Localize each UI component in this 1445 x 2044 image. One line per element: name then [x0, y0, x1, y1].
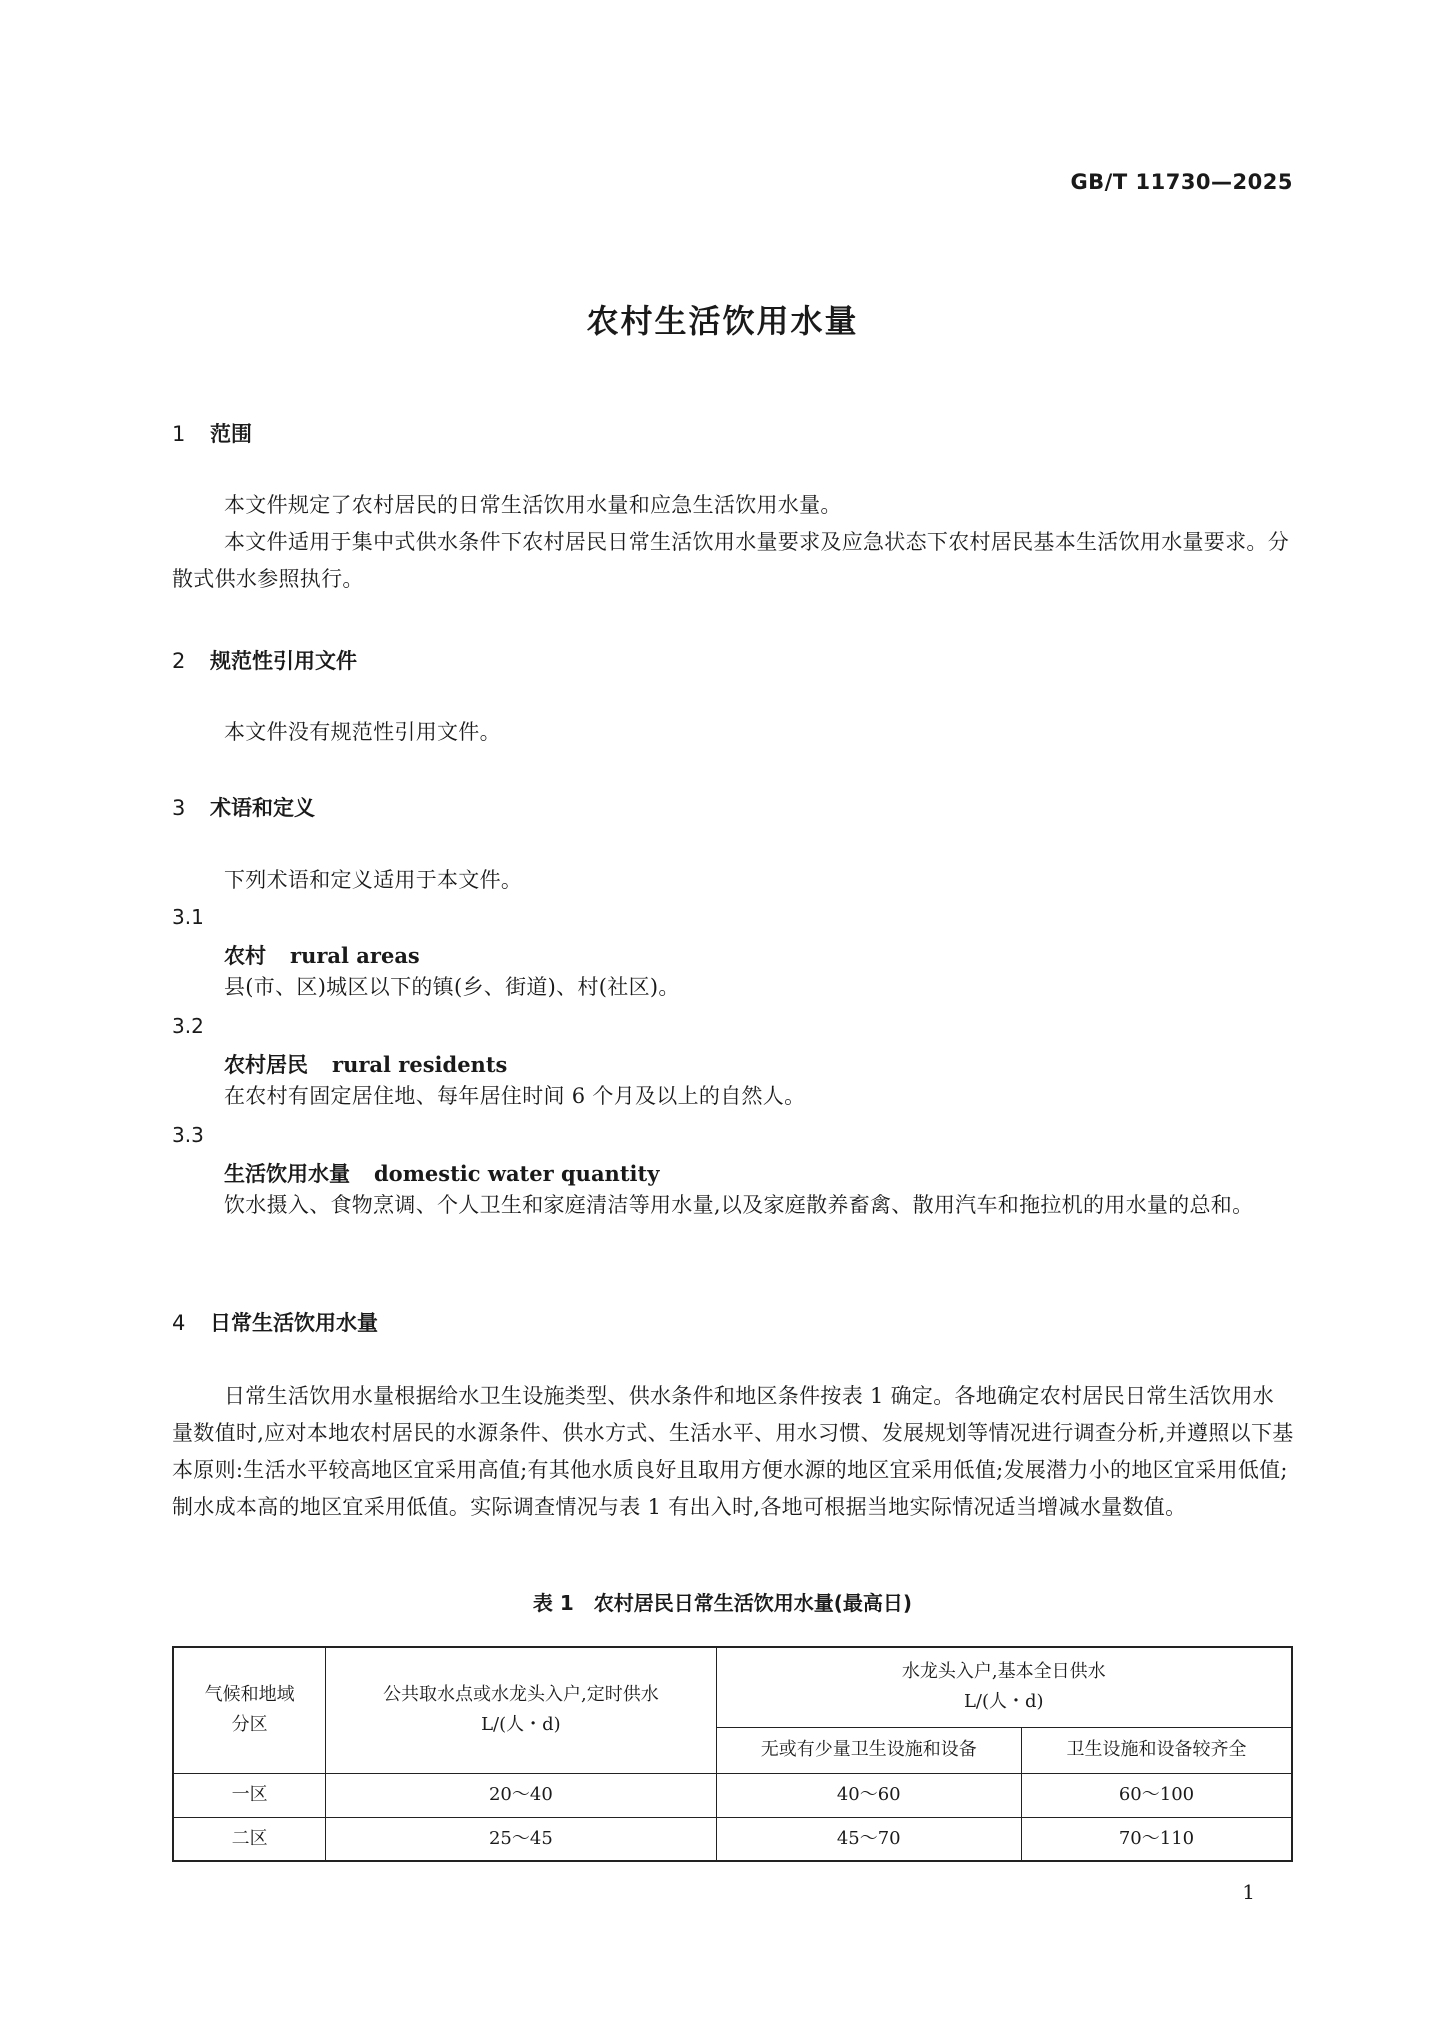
- paragraph: 日常生活饮用水量根据给水卫生设施类型、供水条件和地区条件按表 1 确定。各地确定农村居民日常生活饮用水量数值时,应对本地农村居民的水源条件、供水方式、生活水平、用水习惯、发展规划等情况进行调查分析,并遵照以下基本原则:生活水平较高地区宜采用高值;有其他水质良好且取用方便水源的地区宜采用低值;发展潜力小的地区宜采用低值;制水成本高的地区宜采用低值。实际调查情况与表 1 有出入时,各地可根据当地实际情况适当增减水量数值。: [172, 1384, 1294, 1519]
- section-title: 术语和定义: [210, 796, 315, 820]
- table-row: [173, 1773, 1292, 1817]
- header-zone-line2: 分区: [231, 1714, 268, 1736]
- paragraph: 本文件没有规范性引用文件。: [224, 720, 501, 744]
- term-entry: [224, 1049, 507, 1079]
- paragraph: 本文件适用于集中式供水条件下农村居民日常生活饮用水量要求及应急状态下农村居民基本生活饮用水量要求。分散式供水参照执行。: [172, 530, 1289, 591]
- cell-none: 45～70: [716, 1817, 1021, 1861]
- section-number: 1: [172, 422, 186, 446]
- term-definition: 在农村有固定居住地、每年居住时间 6 个月及以上的自然人。: [224, 1084, 806, 1108]
- term-en: rural residents: [332, 1052, 508, 1077]
- cell-timed: 25～45: [326, 1817, 716, 1861]
- cell-full: 60～100: [1021, 1773, 1292, 1817]
- term-en: domestic water quantity: [374, 1161, 660, 1186]
- section-title: 规范性引用文件: [210, 649, 357, 673]
- section-title: 范围: [210, 422, 252, 446]
- term-zh: 农村居民: [224, 1053, 308, 1077]
- water-quantity-table: [172, 1646, 1293, 1862]
- term-number: 3.1: [172, 905, 204, 929]
- term-number: 3.2: [172, 1014, 204, 1038]
- term-entry: [224, 1158, 659, 1188]
- section-1-heading: [172, 418, 252, 448]
- table-row: [173, 1817, 1292, 1861]
- section-3-heading: [172, 792, 315, 822]
- header-sub-none: 无或有少量卫生设施和设备: [716, 1727, 1021, 1773]
- term-zh: 农村: [224, 944, 266, 968]
- paragraph: 下列术语和定义适用于本文件。: [224, 868, 523, 892]
- header-timed-unit: L/(人・d): [481, 1714, 561, 1736]
- cell-zone: 一区: [173, 1773, 326, 1817]
- term-entry: [224, 940, 420, 970]
- header-full-unit: L/(人・d): [963, 1691, 1044, 1713]
- paragraph: 本文件规定了农村居民的日常生活饮用水量和应急生活饮用水量。: [224, 493, 842, 517]
- header-timed-supply: [326, 1647, 716, 1773]
- header-full-supply: [716, 1647, 1292, 1727]
- cell-none: 40～60: [716, 1773, 1021, 1817]
- section-2-heading: [172, 645, 357, 675]
- header-full-line1: 水龙头入户,基本全日供水: [901, 1661, 1106, 1683]
- standard-number: GB/T 11730—2025: [1070, 170, 1293, 194]
- cell-full: 70～110: [1021, 1817, 1292, 1861]
- term-en: rural areas: [290, 943, 420, 968]
- term-definition: 县(市、区)城区以下的镇(乡、街道)、村(社区)。: [224, 975, 680, 999]
- section-number: 4: [172, 1311, 186, 1335]
- header-zone-line1: 气候和地域: [204, 1684, 295, 1706]
- document-title: 农村生活饮用水量: [586, 302, 859, 340]
- section-number: 2: [172, 649, 186, 673]
- table-header-row: [173, 1647, 1292, 1727]
- cell-zone: 二区: [173, 1817, 326, 1861]
- section-number: 3: [172, 796, 186, 820]
- section-4-heading: [172, 1307, 378, 1337]
- header-timed-line1: 公共取水点或水龙头入户,定时供水: [383, 1684, 659, 1706]
- cell-timed: 20～40: [326, 1773, 716, 1817]
- header-zone: [173, 1647, 326, 1773]
- term-zh: 生活饮用水量: [224, 1162, 350, 1186]
- header-sub-full: 卫生设施和设备较齐全: [1021, 1727, 1292, 1773]
- page-number: 1: [1242, 1880, 1255, 1904]
- table-caption: 表 1 农村居民日常生活饮用水量(最高日): [532, 1591, 913, 1615]
- section-title: 日常生活饮用水量: [210, 1311, 378, 1335]
- term-number: 3.3: [172, 1123, 204, 1147]
- term-definition: 饮水摄入、食物烹调、个人卫生和家庭清洁等用水量,以及家庭散养畜禽、散用汽车和拖拉机的用水量的总和。: [224, 1193, 1254, 1217]
